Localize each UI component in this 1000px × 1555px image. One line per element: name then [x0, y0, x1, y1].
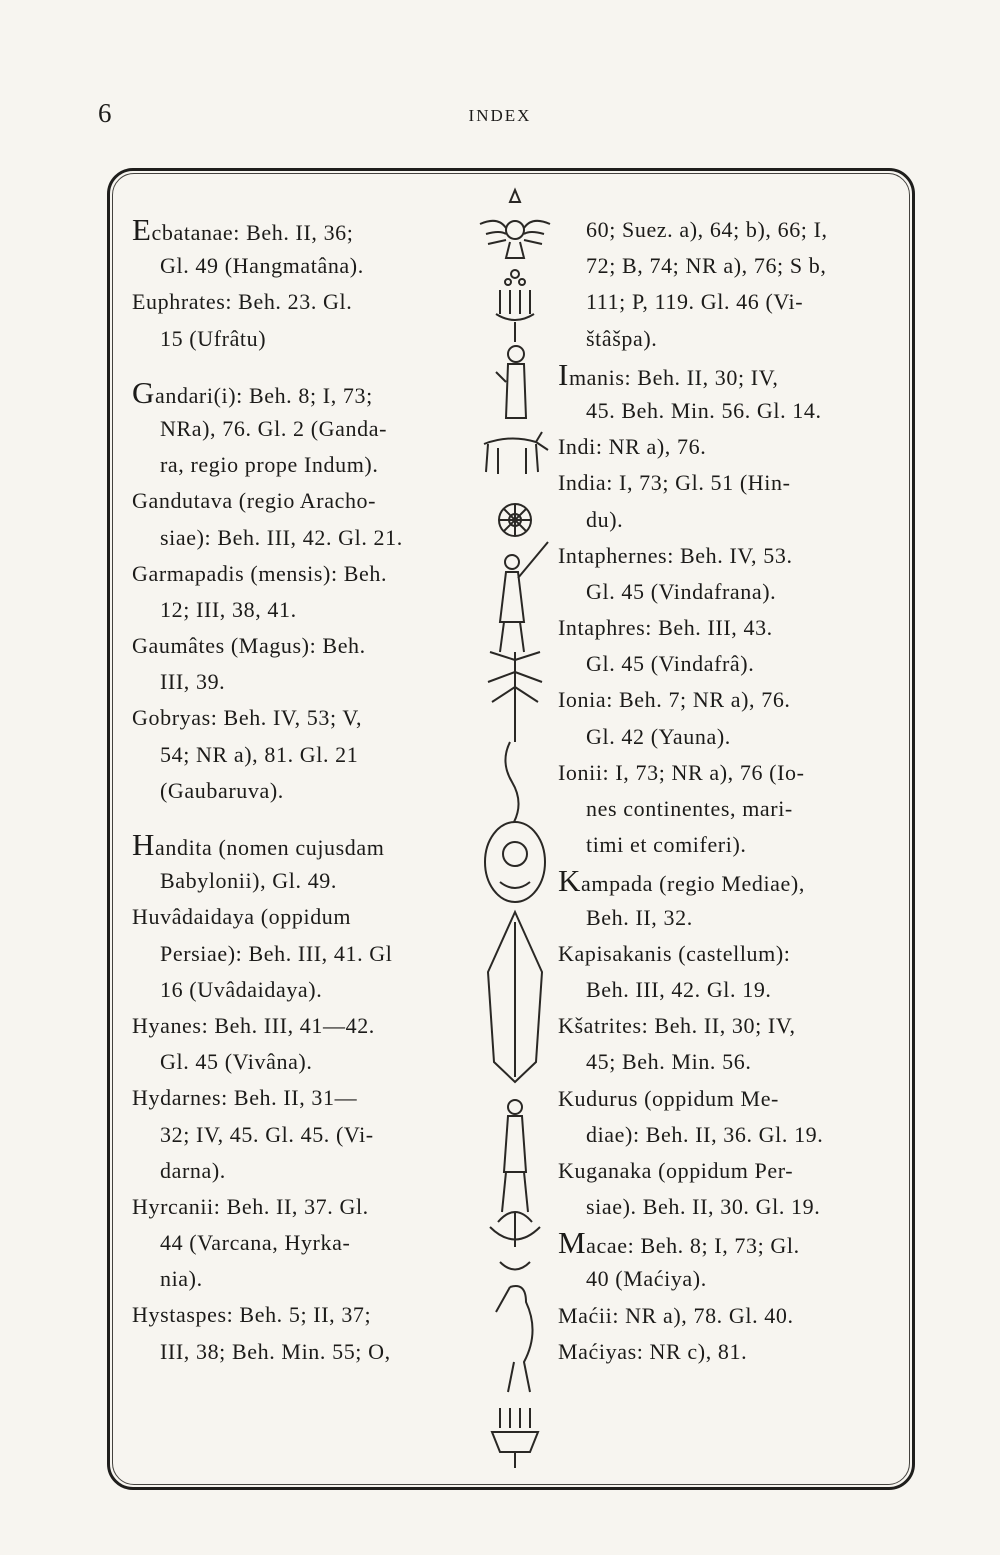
index-entry-line: Euphrates: Beh. 23. Gl.: [132, 289, 353, 315]
index-entry-line: 40 (Maćiya).: [586, 1266, 707, 1292]
entry-gap: [132, 357, 474, 375]
index-entry-line: 44 (Varcana, Hyrka-: [160, 1230, 351, 1256]
portrait-medallion-icon: [485, 822, 545, 902]
attendant-figure-icon: [502, 1100, 528, 1212]
index-entry-line: Handita (nomen cujusdam: [132, 827, 385, 862]
index-column-left: [132, 212, 474, 1370]
index-entry-line: Gl. 45 (Vivâna).: [160, 1049, 313, 1075]
index-entry-line: Gandutava (regio Aracho-: [132, 488, 377, 514]
index-entry-line: Babylonii), Gl. 49.: [160, 868, 338, 894]
index-entry-line: Hyrcanii: Beh. II, 37. Gl.: [132, 1193, 369, 1219]
priest-figure-icon: [496, 346, 526, 418]
index-entry-line: Huvâdaidaya (oppidum: [132, 904, 352, 930]
index-entry-line: Hyanes: Beh. III, 41—42.: [132, 1012, 375, 1038]
index-entry-line: Gl. 49 (Hangmatâna).: [160, 253, 364, 279]
index-entry-line: 12; III, 38, 41.: [160, 596, 297, 622]
index-entry-line: 45; Beh. Min. 56.: [586, 1049, 752, 1075]
index-entry-line: 72; B, 74; NR a), 76; S b,: [586, 253, 827, 279]
index-entry-line: Garmapadis (mensis): Beh.: [132, 560, 388, 586]
faravahar-icon: [480, 190, 550, 258]
index-entry-line: nes continentes, mari-: [586, 796, 793, 821]
capital-icon: [492, 1408, 538, 1468]
index-entry-line: Hydarnes: Beh. II, 31—: [132, 1085, 358, 1111]
index-entry-line: Kapisakanis (castellum):: [558, 940, 791, 966]
index-entry-line: (Gaubaruva).: [160, 777, 284, 803]
index-entry-line: Gl. 45 (Vindafrana).: [586, 578, 777, 604]
index-entry-line: 15 (Ufrâtu): [160, 325, 267, 351]
index-entry-line: Kuganaka (oppidum Per-: [558, 1157, 794, 1183]
index-entry-line: 16 (Uvâdaidaya).: [160, 976, 323, 1002]
index-entry-line: Hystaspes: Beh. 5; II, 37;: [132, 1302, 372, 1328]
index-entry-line: 111; P, 119. Gl. 46 (Vi-: [586, 289, 804, 315]
index-entry-line: Gl. 42 (Yauna).: [586, 723, 731, 749]
index-entry-line: Kšatrites: Beh. II, 30; IV,: [558, 1013, 796, 1039]
index-entry-line: Maćiyas: NR c), 81.: [558, 1338, 748, 1364]
ornamental-pillar: [470, 182, 560, 1472]
lion-icon: [496, 1286, 533, 1392]
index-entry-line: Ionii: I, 73; NR a), 76 (Io-: [558, 759, 805, 785]
index-entry-line: štâšpa).: [586, 325, 658, 351]
index-entry-line: siae). Beh. II, 30. Gl. 19.: [586, 1194, 821, 1220]
index-entry-line: Gaumâtes (Magus): Beh.: [132, 633, 366, 659]
index-entry-line: 45. Beh. Min. 56. Gl. 14.: [586, 397, 822, 423]
running-head: INDEX: [468, 106, 532, 125]
index-entry-line: Intaphres: Beh. III, 43.: [558, 615, 773, 641]
candelabra-icon: [496, 270, 534, 342]
lotus-icon: [490, 1212, 540, 1270]
entry-gap: [132, 809, 474, 827]
index-entry-line: India: I, 73; Gl. 51 (Hin-: [558, 470, 791, 496]
index-entry-line: 60; Suez. a), 64; b), 66; I,: [586, 217, 828, 242]
index-entry-line: Gobryas: Beh. IV, 53; V,: [132, 705, 363, 731]
index-entry-line: Persiae): Beh. III, 41. Gl: [160, 940, 393, 966]
index-entry-line: darna).: [160, 1157, 226, 1183]
leaf-ornament-icon: [488, 912, 542, 1082]
index-entry-line: Beh. II, 32.: [586, 904, 693, 930]
index-entry-line: ra, regio prope Indum).: [160, 452, 379, 478]
index-entry-line: III, 38; Beh. Min. 55; O,: [160, 1338, 391, 1364]
index-entry-line: timi et comiferi).: [586, 832, 747, 858]
index-entry-line: nia).: [160, 1266, 203, 1292]
warrior-figure-icon: [500, 542, 548, 652]
index-entry-line: Imanis: Beh. II, 30; IV,: [558, 356, 779, 392]
index-entry-line: Beh. III, 42. Gl. 19.: [586, 976, 772, 1002]
index-entry-line: diae): Beh. II, 36. Gl. 19.: [586, 1121, 824, 1147]
index-entry-line: Kudurus (oppidum Me-: [558, 1085, 779, 1111]
palm-tree-icon: [488, 652, 542, 822]
index-entry-line: Macae: Beh. 8; I, 73; Gl.: [558, 1225, 800, 1261]
rosette-icon: [499, 504, 531, 536]
index-entry-line: Ionia: Beh. 7; NR a), 76.: [558, 687, 791, 713]
index-entry-line: Gl. 45 (Vindafrâ).: [586, 651, 755, 677]
index-entry-line: Kampada (regio Mediae),: [558, 863, 805, 899]
bull-icon: [484, 432, 548, 474]
index-entry-line: 32; IV, 45. Gl. 45. (Vi-: [160, 1121, 374, 1147]
index-entry-line: Maćii: NR a), 78. Gl. 40.: [558, 1302, 794, 1328]
index-column-right: [558, 212, 900, 1370]
index-entry-line: NRa), 76. Gl. 2 (Ganda-: [160, 415, 388, 441]
index-entry-line: Gandari(i): Beh. 8; I, 73;: [132, 374, 373, 410]
page-number: 6: [98, 98, 112, 128]
index-entry-line: III, 39.: [160, 669, 226, 695]
index-entry-line: du).: [586, 506, 624, 532]
index-entry-line: Indi: NR a), 76.: [558, 434, 707, 460]
index-entry-line: Ecbatanae: Beh. II, 36;: [132, 212, 354, 247]
index-entry-line: 54; NR a), 81. Gl. 21: [160, 741, 359, 767]
index-entry-line: Intaphernes: Beh. IV, 53.: [558, 542, 793, 568]
index-entry-line: siae): Beh. III, 42. Gl. 21.: [160, 524, 403, 550]
